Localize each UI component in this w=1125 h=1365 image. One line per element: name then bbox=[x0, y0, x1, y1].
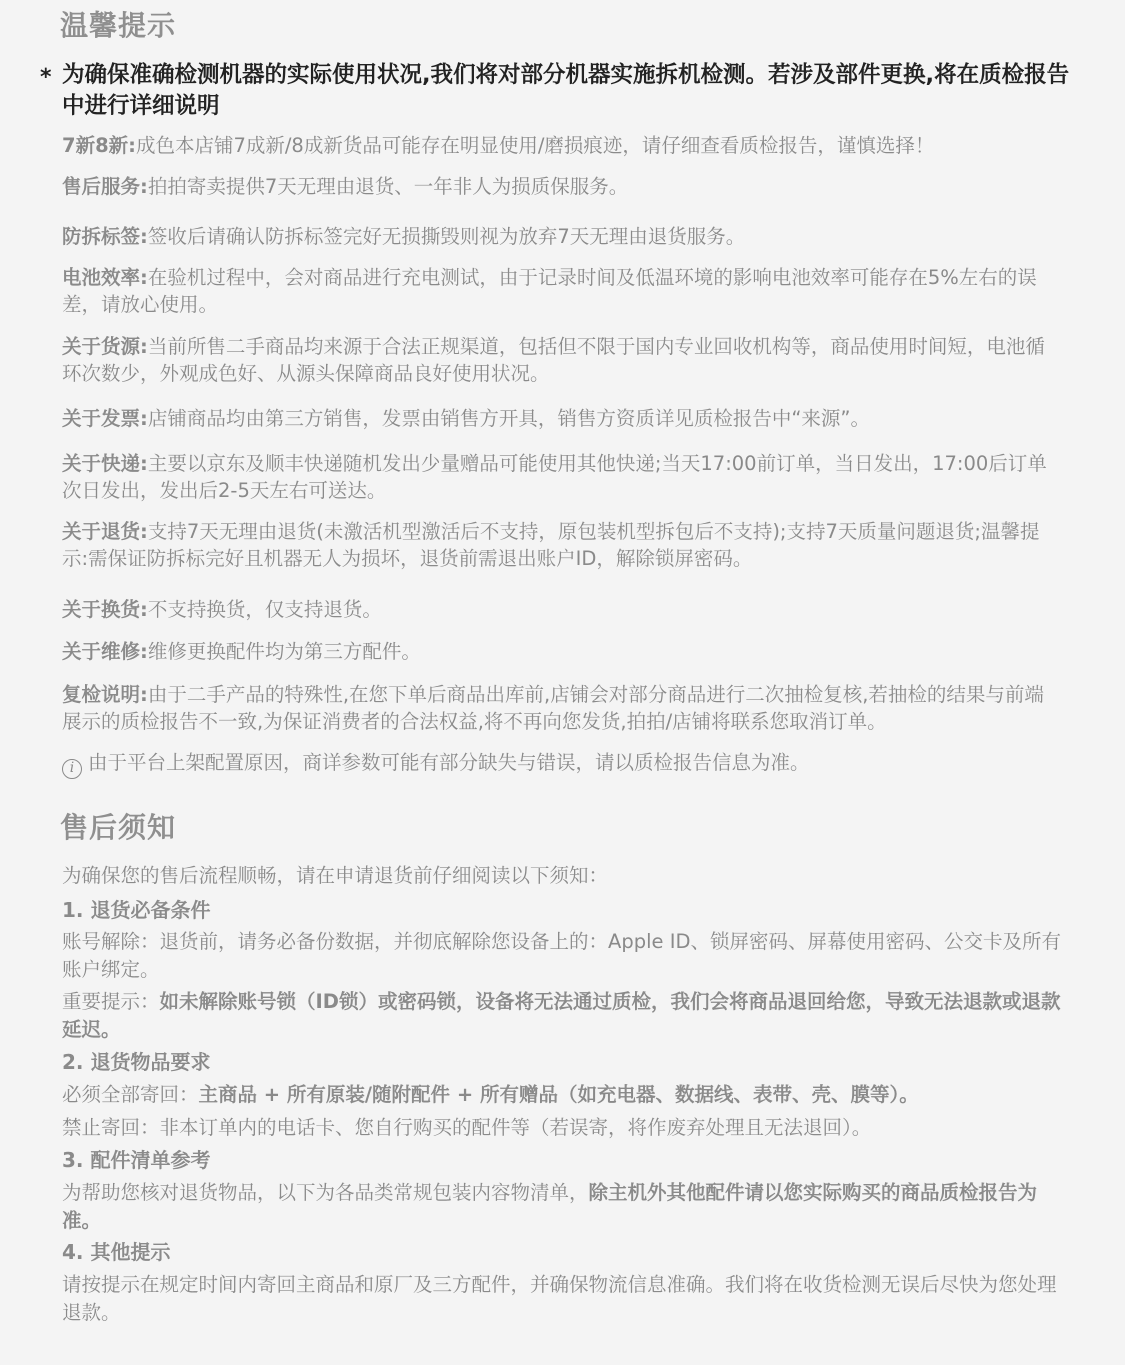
notice bbox=[40, 60, 1080, 122]
tip-item bbox=[62, 596, 1062, 623]
asterisk-icon: * bbox=[40, 65, 52, 90]
tip-key: 关于退货: bbox=[62, 520, 148, 543]
para-label: 重要提示： bbox=[62, 990, 160, 1013]
tip-value: 拍拍寄卖提供7天无理由退货、一年非人为损质保服务。 bbox=[147, 175, 629, 198]
tip-value: 支持7天无理由退货(未激活机型激活后不支持，原包装机型拆包后不支持);支持7天质量问题退货;温馨提示:需保证防拆标完好且机器无人为损坏，退货前需退出账户ID，解除锁屏密码。 bbox=[62, 520, 1040, 570]
info-icon: i bbox=[62, 759, 82, 779]
tip-item bbox=[62, 333, 1062, 387]
section-title: 2. 退货物品要求 bbox=[62, 1050, 211, 1074]
tip-value: 不支持换货，仅支持退货。 bbox=[147, 598, 382, 621]
tip-item bbox=[62, 264, 1062, 318]
tip-value: 维修更换配件均为第三方配件。 bbox=[147, 640, 421, 663]
after-sales-title: 售后须知 bbox=[60, 811, 177, 844]
tip-key: 关于快递: bbox=[62, 452, 148, 475]
tip-key: 7新8新: bbox=[62, 134, 136, 157]
section-paragraph bbox=[62, 928, 1062, 984]
section-paragraph bbox=[62, 988, 1062, 1044]
para-bold: 如未解除账号锁（ID锁）或密码锁，设备将无法通过质检，我们会将商品退回给您，导致无法退款或退款延迟。 bbox=[62, 990, 1061, 1041]
tip-key: 复检说明: bbox=[62, 683, 148, 706]
tip-value: 主要以京东及顺丰快递随机发出少量赠品可能使用其他快递;当天17:00前订单，当日发出，17:00后订单次日发出，发出后2-5天左右可送达。 bbox=[62, 452, 1047, 502]
tip-value: 签收后请确认防拆标签完好无损撕毁则视为放弃7天无理由退货服务。 bbox=[147, 225, 746, 248]
section-paragraph bbox=[62, 1179, 1062, 1235]
section-paragraph bbox=[62, 1114, 1062, 1142]
tip-key: 防拆标签: bbox=[62, 225, 148, 248]
tip-item bbox=[62, 173, 1062, 200]
section-title: 3. 配件清单参考 bbox=[62, 1148, 211, 1172]
para-label: 必须全部寄回： bbox=[62, 1083, 199, 1106]
tips-title: 温馨提示 bbox=[60, 9, 177, 42]
para-bold: 主商品 + 所有原装/随附配件 + 所有赠品（如充电器、数据线、表带、壳、膜等）。 bbox=[198, 1083, 919, 1106]
after-sales-intro: 为确保您的售后流程顺畅，请在申请退货前仔细阅读以下须知： bbox=[62, 864, 609, 887]
para-text: 为帮助您核对退货物品，以下为各品类常规包装内容物清单， bbox=[62, 1181, 589, 1204]
tip-key: 关于换货: bbox=[62, 598, 148, 621]
tip-key: 售后服务: bbox=[62, 175, 148, 198]
tip-item bbox=[62, 223, 1062, 250]
tip-item bbox=[62, 450, 1062, 504]
tip-item bbox=[62, 638, 1062, 665]
para-label: 禁止寄回： bbox=[62, 1116, 160, 1139]
section-paragraph bbox=[62, 1081, 1062, 1109]
tip-value: 当前所售二手商品均来源于合法正规渠道，包括但不限于国内专业回收机构等，商品使用时间短，电池循环次数少，外观成色好、从源头保障商品良好使用状况。 bbox=[62, 335, 1045, 385]
tip-key: 关于货源: bbox=[62, 335, 148, 358]
section-title: 4. 其他提示 bbox=[62, 1240, 171, 1264]
tip-key: 关于维修: bbox=[62, 640, 148, 663]
para-text: 非本订单内的电话卡、您自行购买的配件等（若误寄，将作废弃处理且无法退回）。 bbox=[159, 1116, 872, 1139]
para-text: 退货前，请务必备份数据，并彻底解除您设备上的：Apple ID、锁屏密码、屏幕使用密码、公交卡及所有账户绑定。 bbox=[62, 930, 1061, 981]
section-title: 1. 退货必备条件 bbox=[62, 898, 211, 922]
tip-value: 在验机过程中，会对商品进行充电测试，由于记录时间及低温环境的影响电池效率可能存在5%左右的误差，请放心使用。 bbox=[62, 266, 1037, 316]
para-bold: 除主机外其他配件请以您实际购买的商品质检报告为准。 bbox=[62, 1181, 1038, 1232]
tip-item bbox=[62, 681, 1062, 735]
tip-key: 关于发票: bbox=[62, 407, 148, 430]
tip-item bbox=[62, 405, 1062, 432]
info-note-text: 由于平台上架配置原因，商详参数可能有部分缺失与错误，请以质检报告信息为准。 bbox=[88, 751, 810, 774]
para-label: 账号解除： bbox=[62, 930, 160, 953]
info-note bbox=[62, 749, 1062, 779]
tip-item bbox=[62, 518, 1062, 572]
tip-item bbox=[62, 132, 1062, 159]
tip-value: 成色本店铺7成新/8成新货品可能存在明显使用/磨损痕迹，请仔细查看质检报告，谨慎选择！ bbox=[135, 134, 935, 157]
notice-text: 为确保准确检测机器的实际使用状况,我们将对部分机器实施拆机检测。若涉及部件更换,将在质检报告中进行详细说明 bbox=[62, 62, 1070, 119]
tip-value: 店铺商品均由第三方销售，发票由销售方开具，销售方资质详见质检报告中“来源”。 bbox=[147, 407, 871, 430]
tip-value: 由于二手产品的特殊性,在您下单后商品出库前,店铺会对部分商品进行二次抽检复核,若抽检的结果与前端展示的质检报告不一致,为保证消费者的合法权益,将不再向您发货,拍拍/店铺将联系您取消订单。 bbox=[62, 683, 1044, 733]
section-paragraph: 请按提示在规定时间内寄回主商品和原厂及三方配件，并确保物流信息准确。我们将在收货检测无误后尽快为您处理退款。 bbox=[62, 1273, 1057, 1324]
tip-key: 电池效率: bbox=[62, 266, 148, 289]
